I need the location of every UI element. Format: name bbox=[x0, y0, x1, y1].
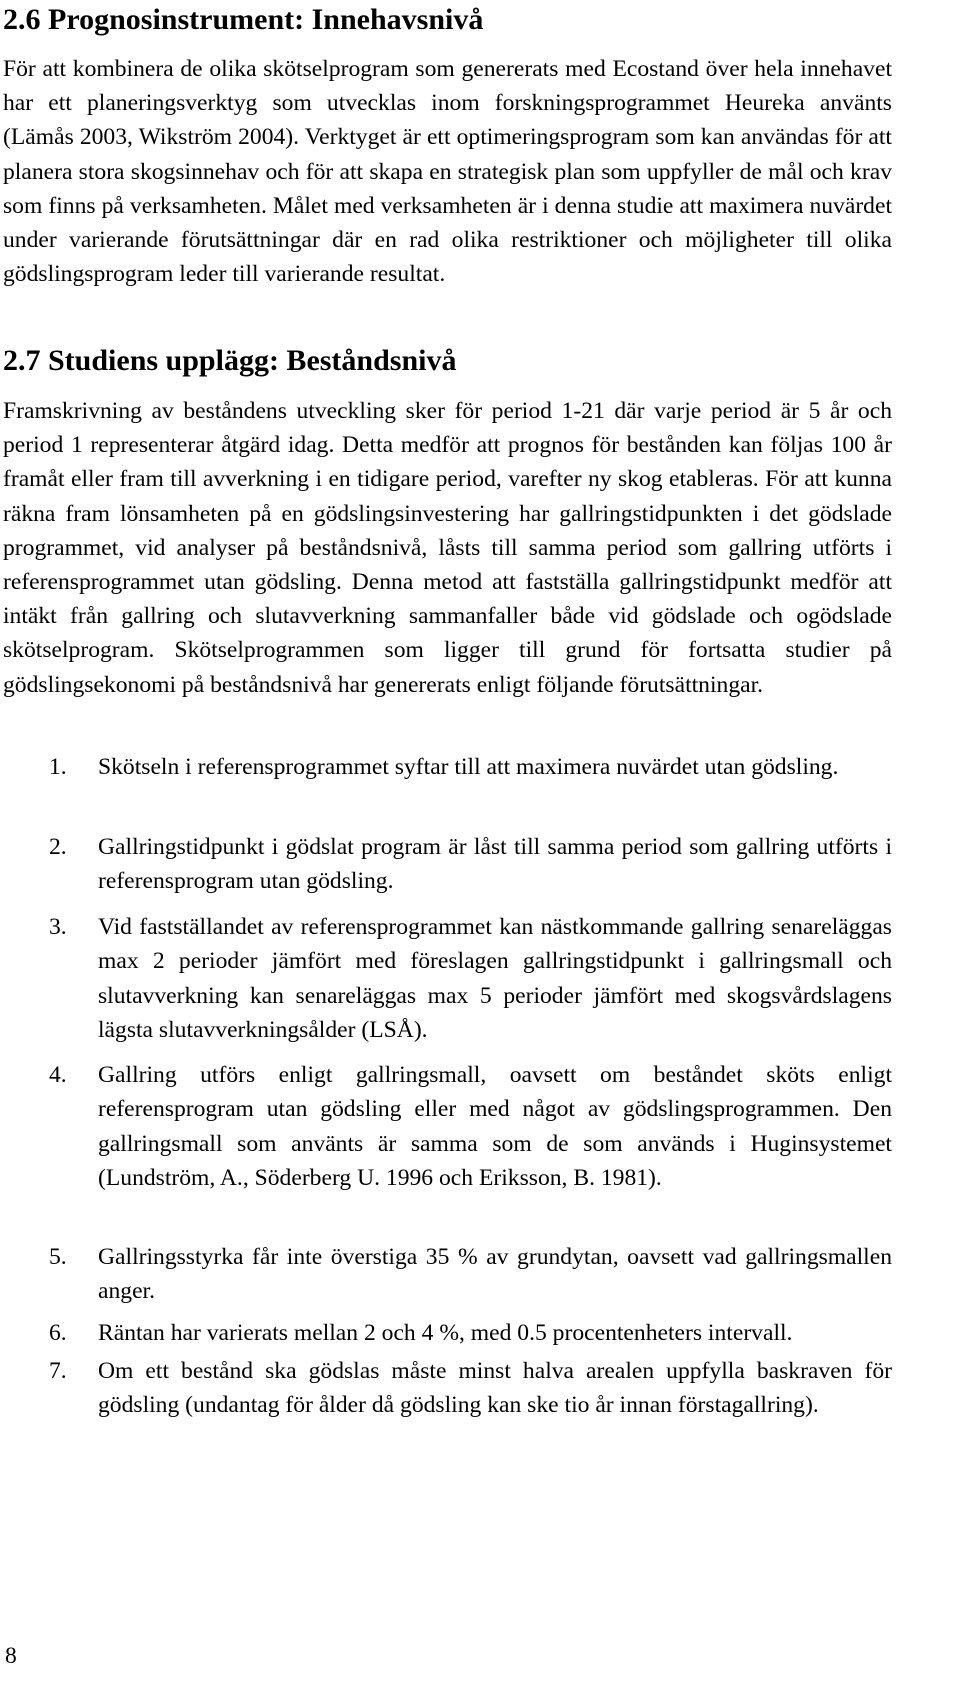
list-item-text: Gallringsstyrka får inte överstiga 35 % av grundytan, oavsett vad gallringsmallen anger. bbox=[98, 1244, 892, 1305]
list-item-text: Vid fastställandet av referensprogrammet kan nästkommande gallring senareläggas max 2 perioder jämfört med föreslagen gallringstidpunkt i gallringsmall och slutavverkning kan senareläggas max 5 perioder jämfört med skogsvårdslagens lägsta slutavverkningsålder (LSÅ). bbox=[98, 914, 892, 1043]
list-item-text: Skötseln i referensprogrammet syftar till att maximera nuvärdet utan gödsling. bbox=[98, 754, 839, 780]
list-item-number: 3. bbox=[49, 914, 67, 940]
page-number: 8 bbox=[5, 1643, 17, 1669]
list-item-text: Gallring utförs enligt gallringsmall, oavsett om beståndet sköts enligt referensprogram utan gödsling eller med något av gödslingsprogrammen. Den gallringsmall som använts är samma som de som används i Huginsystemet (Lundström, A., Söderberg U. 1996 och Eriksson, B. 1981). bbox=[98, 1062, 892, 1191]
list-item-text: Räntan har varierats mellan 2 och 4 %, med 0.5 procentenheters intervall. bbox=[98, 1320, 793, 1346]
section-heading-prognosinstrument: 2.6 Prognosinstrument: Innehavsnivå bbox=[3, 3, 484, 36]
list-item-number: 7. bbox=[49, 1358, 67, 1384]
list-item-text: Gallringstidpunkt i gödslat program är låst till samma period som gallring utförts i referensprogram utan gödsling. bbox=[98, 834, 892, 895]
list-item-number: 5. bbox=[49, 1244, 67, 1270]
list-item-number: 6. bbox=[49, 1320, 67, 1346]
section-paragraph-prognosinstrument: För att kombinera de olika skötselprogram som genererats med Ecostand över hela innehavet har ett planeringsverktyg som utvecklas inom forskningsprogrammet Heureka använts (Lämås 2003, Wikström 2004). Verktyget är ett optimeringsprogram som kan användas för att planera stora skogsinnehav och för att skapa en strategisk plan som uppfyller de mål och krav som finns på verksamheten. Målet med verksamheten är i denna studie att maximera nuvärdet under varierande förutsättningar där en rad olika restriktioner och möjligheter till olika gödslingsprogram leder till varierande resultat. bbox=[3, 56, 892, 288]
section-paragraph-studiens-upplagg: Framskrivning av beståndens utveckling sker för period 1-21 där varje period är 5 år och period 1 representerar åtgärd idag. Detta medför att prognos för bestånden kan följas 100 år framåt eller fram till avverkning i en tidigare period, varefter ny skog etableras. För att kunna räkna fram lönsamheten på en gödslingsinvestering har gallringstidpunkten i det gödslade programmet, vid analyser på beståndsnivå, låsts till samma period som gallring utförts i referensprogrammet utan gödsling. Denna metod att fastställa gallringstidpunkt medför att intäkt från gallring och slutavverkning sammanfaller både vid gödslade och ogödslade skötselprogram. Skötselprogrammen som ligger till grund för fortsatta studier på gödslingsekonomi på beståndsnivå har genererats enligt följande förutsättningar. bbox=[3, 398, 892, 698]
list-item-number: 1. bbox=[49, 754, 67, 780]
list-item-text: Om ett bestånd ska gödslas måste minst halva arealen uppfylla baskraven för gödsling (undantag för ålder då gödsling kan ske tio år innan förstagallring). bbox=[98, 1358, 892, 1419]
section-heading-studiens-upplagg: 2.7 Studiens upplägg: Beståndsnivå bbox=[3, 344, 457, 377]
list-item-number: 2. bbox=[49, 834, 67, 860]
list-item-number: 4. bbox=[49, 1062, 67, 1088]
